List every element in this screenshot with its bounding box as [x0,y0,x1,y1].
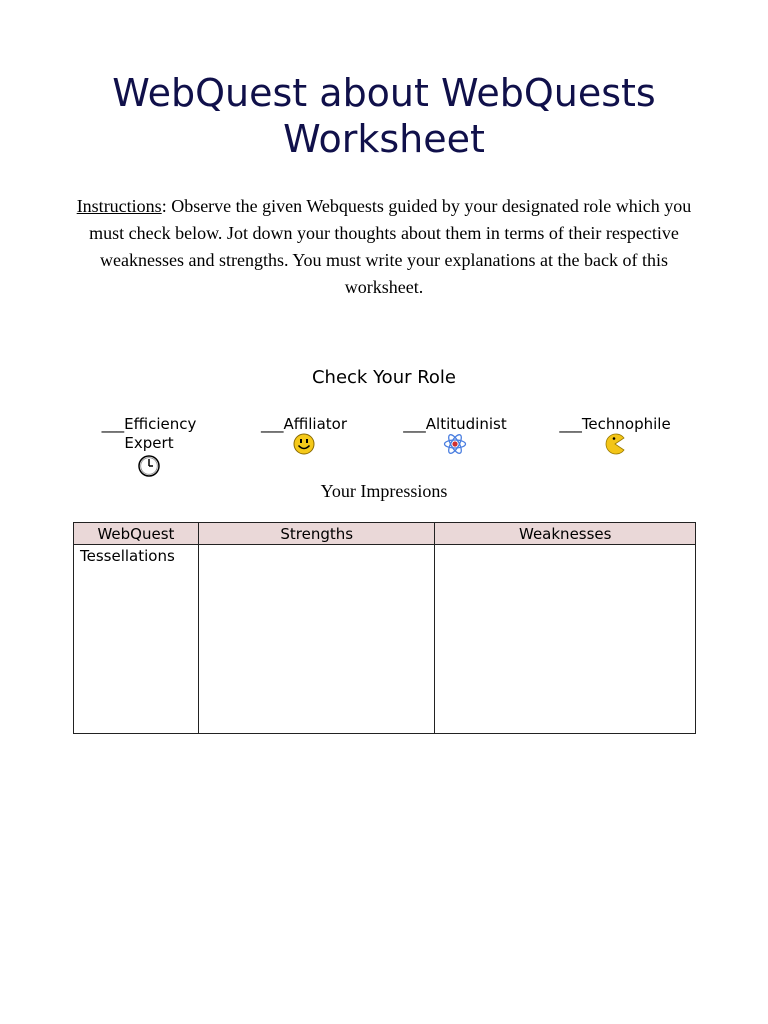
smiley-icon [292,432,316,456]
clock-icon [137,454,161,478]
role-heading: Check Your Role [311,367,457,388]
impressions-heading: Your Impressions [320,481,448,501]
instructions [74,193,694,301]
role-label: ___Altitudinist [403,415,507,433]
impressions-table [73,522,696,734]
role-label: ___Efficiency [101,415,197,433]
role-efficiency-expert[interactable] [88,415,210,478]
page-title [0,70,768,162]
pacman-icon [603,432,627,456]
role-affiliator[interactable] [244,415,364,456]
instructions-text: : Observe the given Webquests guided by your designated role which you must check below. Jot down your thoughts about them in terms of their respective weaknesses and strengths. You must write your explanations at the back of this worksheet. [89,196,692,297]
table-header-row [74,523,696,545]
atom-icon [443,432,467,456]
column-header-weaknesses: Weaknesses [435,523,696,545]
role-label: ___Affiliator [260,415,347,433]
cell-webquest: Tessellations [74,545,199,734]
title-line-2: Worksheet [283,117,485,161]
cell-weaknesses[interactable] [435,545,696,734]
instructions-label: Instructions [76,196,162,216]
title-line-1: WebQuest about WebQuests [112,71,656,115]
table-row [74,545,696,734]
role-label: ___Technophile [559,415,671,433]
role-label-line-2: Expert [124,434,174,452]
column-header-webquest: WebQuest [74,523,199,545]
role-technophile[interactable] [540,415,690,456]
column-header-strengths: Strengths [198,523,435,545]
cell-strengths[interactable] [198,545,435,734]
role-altitudinist[interactable] [388,415,522,456]
